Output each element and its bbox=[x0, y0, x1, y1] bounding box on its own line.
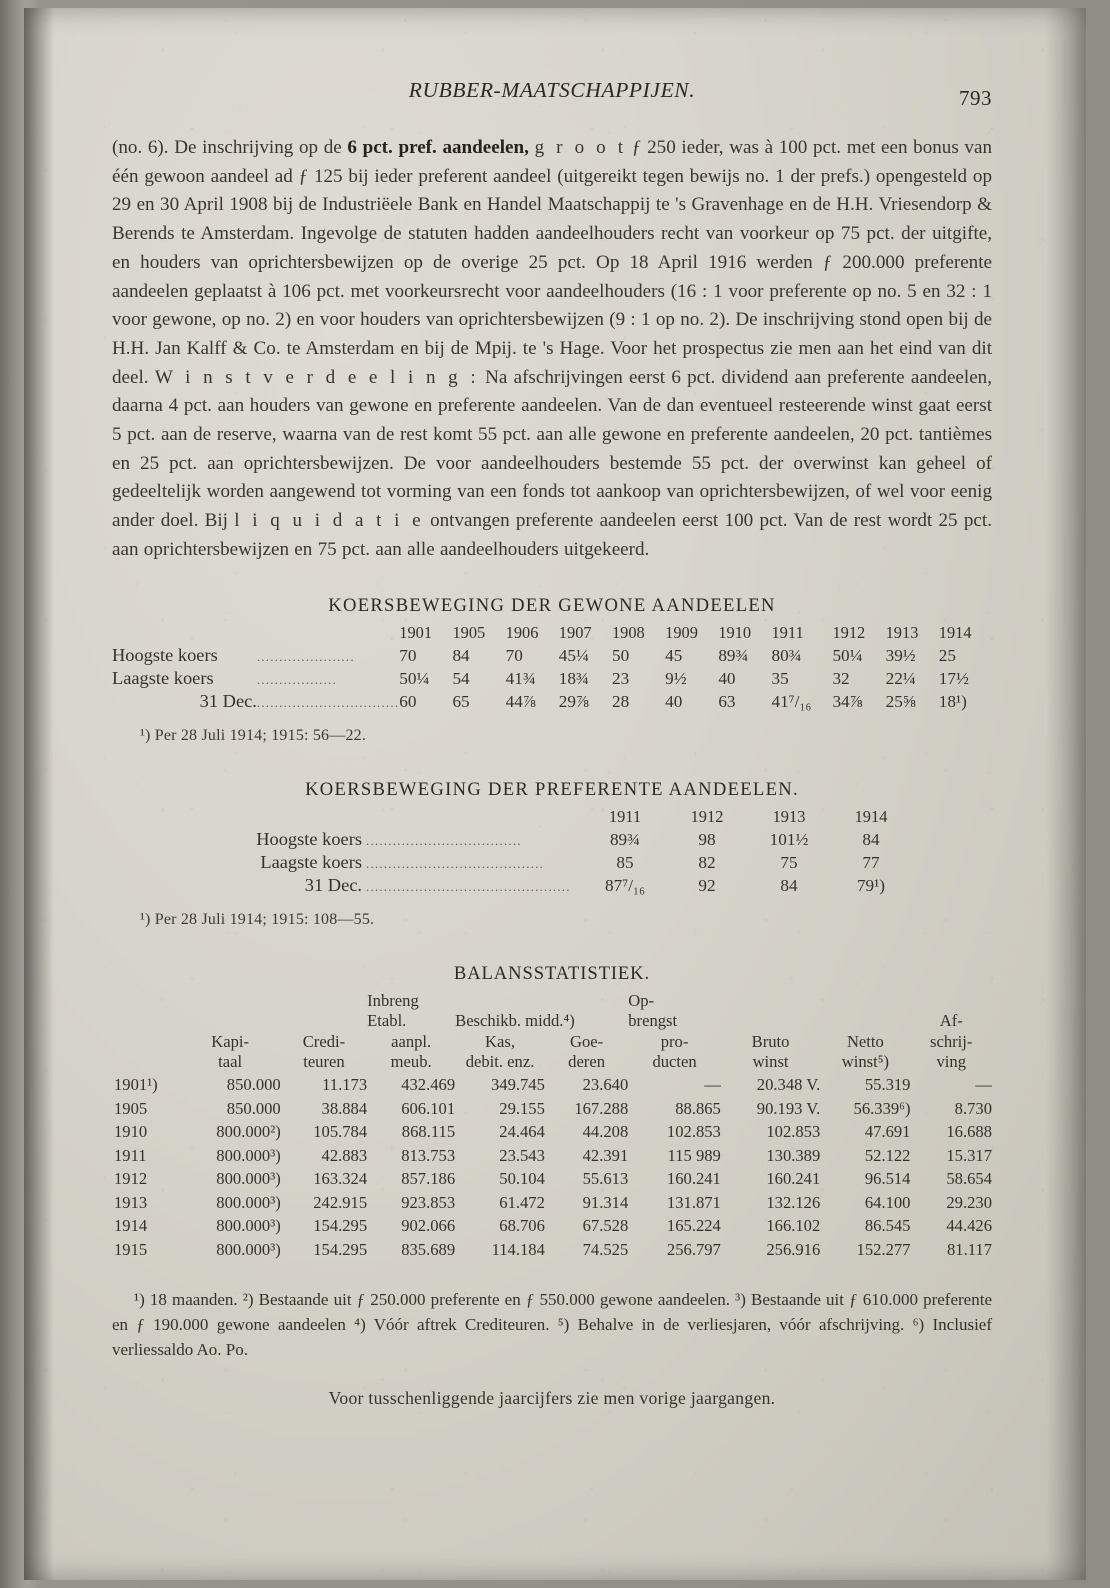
balans-head-meub: meub. bbox=[390, 1052, 432, 1072]
pref-laagste-1912: 82 bbox=[698, 852, 716, 872]
balans-year-1911: 1911 bbox=[114, 1145, 147, 1165]
balans-crediteuren-1911: 42.883 bbox=[321, 1145, 368, 1165]
gewone-31dec-1901: 60 bbox=[399, 691, 417, 711]
balans-head-netto: Netto bbox=[846, 1031, 884, 1051]
pref-year-1912: 1912 bbox=[690, 806, 724, 826]
table-row bbox=[112, 1143, 992, 1167]
balans-netto-1913: 64.100 bbox=[864, 1192, 911, 1212]
gewone-31dec-1912: 34⅞ bbox=[832, 691, 863, 711]
balans-afschrijving-1901: — bbox=[975, 1075, 992, 1095]
balans-year-1901: 1901¹) bbox=[114, 1075, 158, 1095]
para-segment-4: ontvangen preferente aandeelen eerst 100 pct. Van de rest wordt 25 pct. aan oprichtersbewijzen en 75 pct. aan alle aandeelhouders uitgekeerd. bbox=[112, 510, 992, 560]
balans-head-winst: winst bbox=[752, 1052, 789, 1072]
para-spaced-winstverdeeling: W i n s t v e r d e e l i n g : bbox=[154, 366, 479, 388]
gewone-laagste-1909: 9½ bbox=[665, 668, 687, 688]
balans-header bbox=[112, 991, 992, 1073]
balans-goederen-1914: 67.528 bbox=[582, 1216, 629, 1236]
balans-netto-1910: 47.691 bbox=[864, 1122, 911, 1142]
para-segment-1: (no. 6). De inschrijving op de bbox=[112, 137, 348, 158]
gewone-hoogste-1905: 84 bbox=[452, 645, 470, 665]
pref-31dec-1913: 84 bbox=[780, 875, 798, 895]
balans-bruto-1912: 160.241 bbox=[766, 1169, 821, 1189]
balans-crediteuren-1905: 38.884 bbox=[321, 1098, 368, 1118]
balans-afschrijving-1905: 8.730 bbox=[954, 1098, 992, 1118]
balans-producten-1905: 88.865 bbox=[675, 1098, 721, 1118]
para-bold-shares: 6 pct. pref. aandeelen, bbox=[347, 137, 529, 158]
balans-etabl-1911: 813.753 bbox=[401, 1145, 456, 1165]
para-spaced-liquidatie: l i q u i d a t i e bbox=[234, 510, 424, 532]
para-segment-3: Na afschrijvingen eerst 6 pct. dividend aan preferente aandeelen, daarna 4 pct. aan houders van gewone en preferente aandeelen. Van de dan eventueel resteerende winst gaat eerst 5 pct. aan de reserve, waarna van de rest komt 55 pct. aan alle gewone en preferente aandeelen, 20 pct. tantièmes en 25 pct. aan oprichtersbewijzen. De voor aandeelhouders bestemde 55 pct. der overwinst kan geheel of gedeeltelijk worden aangewend tot vorming van een fonds tot aankoop van oprichtersbewijzen, of wel voor eenig ander doel. Bij bbox=[112, 366, 992, 532]
gewone-year-1912: 1912 bbox=[832, 622, 866, 642]
gewone-year-header-row bbox=[112, 623, 992, 645]
table-row bbox=[112, 1120, 992, 1144]
gewone-year-1908: 1908 bbox=[611, 622, 645, 642]
balans-producten-1911: 115 989 bbox=[667, 1145, 721, 1165]
balans-netto-1915: 152.277 bbox=[856, 1239, 911, 1259]
balans-bruto-1913: 132.126 bbox=[766, 1192, 821, 1212]
balans-etabl-1901: 432.469 bbox=[401, 1075, 456, 1095]
pref-laagste-1914: 77 bbox=[862, 852, 880, 872]
table-row bbox=[172, 852, 914, 875]
page-content bbox=[112, 78, 992, 1409]
pref-hoogste-1913: 101½ bbox=[769, 829, 809, 849]
gewone-laagste-1914: 17½ bbox=[938, 668, 969, 688]
gewone-row-label-31dec: 31 Dec. bbox=[199, 690, 257, 711]
pref-31dec-1914: 79¹) bbox=[856, 875, 886, 895]
gewone-table-title: KOERSBEWEGING DER GEWONE AANDEELEN bbox=[328, 594, 776, 616]
balans-head-bruto: Bruto bbox=[751, 1031, 790, 1051]
pref-year-1914: 1914 bbox=[854, 806, 888, 826]
balans-head-taal: taal bbox=[218, 1052, 243, 1072]
body-paragraph bbox=[112, 134, 992, 565]
balans-kas-1901: 349.745 bbox=[490, 1075, 545, 1095]
gewone-row-label-laagste: Laagste koers bbox=[112, 667, 214, 688]
pref-hoogste-1911: 89¾ bbox=[609, 829, 641, 849]
gewone-31dec-1911: 41⁷/₁₆ bbox=[771, 691, 812, 711]
table-row bbox=[112, 668, 992, 691]
pref-table-title: KOERSBEWEGING DER PREFERENTE AANDEELEN. bbox=[305, 778, 799, 800]
balans-producten-1910: 102.853 bbox=[666, 1122, 721, 1142]
balans-crediteuren-1913: 242.915 bbox=[313, 1192, 368, 1212]
pref-year-1913: 1913 bbox=[772, 806, 806, 826]
balans-header-row-2 bbox=[112, 1011, 992, 1032]
balans-kas-1905: 29.155 bbox=[499, 1098, 545, 1118]
balans-bruto-1910: 102.853 bbox=[766, 1122, 821, 1142]
balans-year-1915: 1915 bbox=[114, 1239, 148, 1259]
pref-table-footnote: ¹) Per 28 Juli 1914; 1915: 108—55. bbox=[140, 910, 375, 928]
table-row bbox=[172, 829, 914, 852]
gewone-hoogste-1909: 45 bbox=[665, 645, 683, 665]
table-row bbox=[112, 691, 992, 714]
balans-head-beschikb-midd: Beschikb. midd.⁴) bbox=[455, 1011, 575, 1031]
balans-header-row-1 bbox=[112, 991, 992, 1012]
gewone-31dec-1905: 65 bbox=[452, 691, 470, 711]
balans-head-pro: pro- bbox=[660, 1031, 689, 1051]
balans-afschrijving-1910: 16.688 bbox=[946, 1122, 992, 1142]
gewone-year-1906: 1906 bbox=[505, 622, 539, 642]
balans-bruto-1914: 166.102 bbox=[766, 1216, 821, 1236]
balans-crediteuren-1915: 154.295 bbox=[313, 1239, 368, 1259]
pref-row-label-31dec: 31 Dec. bbox=[304, 874, 362, 895]
gewone-hoogste-1906: 70 bbox=[505, 645, 523, 665]
balans-afschrijving-1912: 58.654 bbox=[946, 1169, 992, 1189]
balans-netto-1905: 56.339⁶) bbox=[853, 1098, 911, 1118]
balans-head-etabl: Etabl. bbox=[367, 1011, 407, 1031]
gewone-row-leader-31dec: ................................ bbox=[256, 694, 400, 710]
balans-year-1912: 1912 bbox=[114, 1169, 148, 1189]
table-row bbox=[112, 1237, 992, 1261]
balans-head-kapi: Kapi- bbox=[211, 1031, 250, 1051]
balans-afschrijving-1914: 44.426 bbox=[946, 1216, 992, 1236]
gewone-laagste-1910: 40 bbox=[718, 668, 736, 688]
gewone-year-1913: 1913 bbox=[885, 622, 919, 642]
table-row bbox=[112, 1073, 992, 1097]
balans-producten-1915: 256.797 bbox=[666, 1239, 721, 1259]
balans-kapitaal-1914: 800.000³) bbox=[216, 1216, 281, 1236]
gewone-31dec-1909: 40 bbox=[665, 691, 683, 711]
gewone-laagste-1912: 32 bbox=[832, 668, 850, 688]
closing-note: Voor tusschenliggende jaarcijfers zie men vorige jaargangen. bbox=[328, 1387, 776, 1408]
balans-netto-1901: 55.319 bbox=[864, 1075, 911, 1095]
balans-afschrijving-1913: 29.230 bbox=[946, 1192, 992, 1212]
gewone-31dec-1906: 44⅞ bbox=[505, 691, 536, 711]
gewone-row-label-hoogste: Hoogste koers bbox=[112, 644, 218, 665]
pref-31dec-1912: 92 bbox=[698, 875, 716, 895]
gewone-aandeelen-table bbox=[112, 623, 992, 714]
pref-row-label-laagste: Laagste koers bbox=[260, 851, 362, 872]
pref-row-leader-hoogste: ................................... bbox=[366, 832, 522, 848]
balans-year-1905: 1905 bbox=[114, 1098, 148, 1118]
balans-head-af: Af- bbox=[939, 1011, 963, 1031]
balans-kapitaal-1910: 800.000²) bbox=[216, 1122, 281, 1142]
balans-title: BALANSSTATISTIEK. bbox=[453, 962, 651, 984]
balans-goederen-1910: 44.208 bbox=[582, 1122, 629, 1142]
balans-head-credi: Credi- bbox=[302, 1031, 346, 1051]
gewone-hoogste-1908: 50 bbox=[611, 645, 630, 665]
pref-31dec-1911: 87⁷/₁₆ bbox=[605, 875, 645, 895]
balans-kas-1912: 50.104 bbox=[499, 1169, 545, 1189]
book-gutter-shadow bbox=[24, 8, 54, 1580]
pref-row-leader-laagste: ........................................ bbox=[366, 855, 544, 871]
pref-year-1911: 1911 bbox=[608, 806, 642, 826]
preferente-aandeelen-table bbox=[172, 807, 914, 898]
balans-header-row-4 bbox=[112, 1052, 992, 1073]
pref-row-leader-31dec: .............................................. bbox=[366, 878, 571, 894]
balans-head-goe: Goe- bbox=[569, 1031, 604, 1051]
gewone-hoogste-1914: 25 bbox=[938, 645, 956, 665]
page-number: 793 bbox=[959, 86, 992, 110]
gewone-laagste-1905: 54 bbox=[452, 668, 470, 688]
balans-head-inbreng: Inbreng bbox=[367, 990, 419, 1010]
balans-year-1914: 1914 bbox=[114, 1216, 148, 1236]
balans-goederen-1905: 167.288 bbox=[574, 1098, 629, 1118]
gewone-laagste-1901: 50¼ bbox=[399, 668, 430, 688]
gewone-row-leader-laagste: .................. bbox=[256, 671, 337, 687]
table-row bbox=[112, 1096, 992, 1120]
balans-crediteuren-1901: 11.173 bbox=[322, 1075, 368, 1095]
gewone-hoogste-1911: 80¾ bbox=[771, 645, 802, 665]
balans-crediteuren-1914: 154.295 bbox=[313, 1216, 368, 1236]
balans-etabl-1913: 923.853 bbox=[401, 1192, 456, 1212]
running-head bbox=[112, 78, 992, 112]
table-row bbox=[112, 1214, 992, 1238]
balans-goederen-1915: 74.525 bbox=[582, 1239, 629, 1259]
balans-afschrijving-1915: 81.117 bbox=[946, 1239, 992, 1259]
gewone-31dec-1913: 25⅝ bbox=[885, 691, 916, 711]
gewone-hoogste-1907: 45¼ bbox=[558, 645, 589, 665]
balans-crediteuren-1910: 105.784 bbox=[313, 1122, 368, 1142]
table-row bbox=[112, 1167, 992, 1191]
balans-goederen-1901: 23.640 bbox=[582, 1075, 629, 1095]
gewone-31dec-1907: 29⅞ bbox=[558, 691, 589, 711]
balans-bruto-1905: 90.193 V. bbox=[756, 1098, 821, 1118]
table-row bbox=[112, 1190, 992, 1214]
gewone-laagste-1911: 35 bbox=[771, 668, 789, 688]
balans-year-1913: 1913 bbox=[114, 1192, 148, 1212]
balans-head-brengst: brengst bbox=[628, 1011, 678, 1031]
balans-goederen-1913: 91.314 bbox=[582, 1192, 629, 1212]
balans-bruto-1901: 20.348 V. bbox=[756, 1075, 821, 1095]
gewone-31dec-1914: 18¹) bbox=[938, 691, 967, 711]
balans-etabl-1915: 835.689 bbox=[401, 1239, 456, 1259]
balans-head-ducten: ducten bbox=[652, 1052, 697, 1072]
balans-head-debit-enz: debit. enz. bbox=[465, 1052, 535, 1072]
pref-row-label-hoogste: Hoogste koers bbox=[256, 828, 362, 849]
balans-year-1910: 1910 bbox=[114, 1122, 148, 1142]
balans-goederen-1911: 42.391 bbox=[582, 1145, 629, 1165]
gewone-year-1911: 1911 bbox=[771, 622, 804, 642]
document-page bbox=[24, 8, 1086, 1580]
table-row bbox=[172, 875, 914, 898]
gewone-year-1909: 1909 bbox=[665, 622, 698, 642]
gewone-hoogste-1912: 50¼ bbox=[832, 645, 863, 665]
balans-kapitaal-1901: 850.000 bbox=[226, 1075, 281, 1095]
balans-etabl-1905: 606.101 bbox=[401, 1098, 456, 1118]
balans-kas-1913: 61.472 bbox=[499, 1192, 545, 1212]
balans-etabl-1910: 868.115 bbox=[401, 1122, 456, 1142]
balans-kas-1911: 23.543 bbox=[499, 1145, 545, 1165]
balans-bruto-1911: 130.389 bbox=[766, 1145, 821, 1165]
balans-head-nettowinst: winst⁵) bbox=[841, 1052, 890, 1072]
table-row bbox=[112, 645, 992, 668]
balans-footnote-text: ¹) 18 maanden. ²) Bestaande uit ƒ 250.000 preferente en ƒ 550.000 gewone aandeelen. ³) Bestaande uit ƒ 610.000 preferente en ƒ 190.000 gewone aandeelen ⁴) Vóór aftrek Crediteuren. ⁵) Behalve in de verliesjaren, vóór afschrijving. ⁶) Inclusief verliessaldo Ao. Po. bbox=[112, 1289, 992, 1359]
gewone-year-1914: 1914 bbox=[938, 622, 972, 642]
balans-producten-1914: 165.224 bbox=[666, 1216, 721, 1236]
balans-kapitaal-1905: 850.000 bbox=[226, 1098, 281, 1118]
balans-footnotes bbox=[112, 1287, 992, 1362]
gewone-laagste-1913: 22¼ bbox=[885, 668, 916, 688]
gewone-laagste-1907: 18¾ bbox=[558, 668, 589, 688]
balans-crediteuren-1912: 163.324 bbox=[313, 1169, 368, 1189]
balans-head-teuren: teuren bbox=[303, 1052, 345, 1072]
balans-producten-1901: — bbox=[704, 1075, 721, 1095]
balans-goederen-1912: 55.613 bbox=[582, 1169, 629, 1189]
balans-netto-1911: 52.122 bbox=[864, 1145, 911, 1165]
gewone-row-leader-hoogste: ...................... bbox=[256, 648, 355, 664]
balans-bruto-1915: 256.916 bbox=[766, 1239, 821, 1259]
balans-head-kas: Kas, bbox=[485, 1031, 515, 1051]
balans-head-ving: ving bbox=[936, 1052, 966, 1072]
gewone-hoogste-1913: 39½ bbox=[885, 645, 916, 665]
gewone-laagste-1908: 23 bbox=[611, 668, 630, 688]
page-title: RUBBER-MAATSCHAPPIJEN. bbox=[408, 78, 696, 102]
gewone-31dec-1910: 63 bbox=[718, 691, 736, 711]
balans-kas-1910: 24.464 bbox=[499, 1122, 545, 1142]
gewone-laagste-1906: 41¾ bbox=[505, 668, 536, 688]
gewone-31dec-1908: 28 bbox=[611, 691, 630, 711]
balans-header-row-3 bbox=[112, 1032, 992, 1053]
pref-laagste-1911: 85 bbox=[616, 852, 634, 872]
gewone-year-1907: 1907 bbox=[558, 622, 592, 642]
balans-kas-1914: 68.706 bbox=[499, 1216, 545, 1236]
para-segment-2: ƒ 250 ieder, was à 100 pct. met een bonus van één gewoon aandeel ad ƒ 125 bij ieder preferent aandeel (uitgereikt tegen bewijs no. 1 der prefs.) opengesteld op 29 en 30 April 1908 bij de Industriëele Bank en Handel Maatschappij te 's Gravenhage en de H.H. Vriesendorp & Berends te Amsterdam. Ingevolge de statuten hadden aandeelhouders recht van voorkeur op 75 pct. der uitgifte, en houders van oprichtersbewijzen op de overige 25 pct. Op 18 April 1916 werden ƒ 200.000 preferente aandeelen geplaatst à 106 pct. met voorkeursrecht voor aandeelhouders (16 : 1 voor preferente op no. 5 en 32 : 1 voor gewone, op no. 2) en voor houders van oprichtersbewijzen (9 : 1 op no. 2). De inschrijving stond open bij de H.H. Jan Kalff & Co. te Amsterdam en bij de Mpij. te 's Hage. Voor het prospectus zie men aan het eind van dit deel. bbox=[112, 137, 992, 388]
pref-hoogste-1912: 98 bbox=[698, 829, 716, 849]
pref-year-header-row bbox=[172, 807, 914, 829]
balans-kapitaal-1911: 800.000³) bbox=[216, 1145, 281, 1165]
balans-head-aanpl: aanpl. bbox=[391, 1031, 432, 1051]
balans-producten-1913: 131.871 bbox=[666, 1192, 721, 1212]
balansstatistiek-table bbox=[112, 991, 992, 1261]
balans-head-schrij: schrij- bbox=[930, 1031, 973, 1051]
balans-kas-1915: 114.184 bbox=[491, 1239, 545, 1259]
balans-etabl-1914: 902.066 bbox=[401, 1216, 456, 1236]
gewone-year-1901: 1901 bbox=[399, 622, 433, 642]
gewone-hoogste-1910: 89¾ bbox=[718, 645, 749, 665]
balans-kapitaal-1912: 800.000³) bbox=[216, 1169, 281, 1189]
pref-hoogste-1914: 84 bbox=[862, 829, 880, 849]
balans-head-deren: deren bbox=[568, 1052, 605, 1072]
balans-netto-1914: 86.545 bbox=[864, 1216, 911, 1236]
balans-body bbox=[112, 1073, 992, 1261]
gewone-table-footnote: ¹) Per 28 Juli 1914; 1915: 56—22. bbox=[140, 726, 367, 744]
balans-kapitaal-1915: 800.000³) bbox=[216, 1239, 281, 1259]
balans-netto-1912: 96.514 bbox=[864, 1169, 911, 1189]
pref-laagste-1913: 75 bbox=[780, 852, 798, 872]
gewone-year-1905: 1905 bbox=[452, 622, 486, 642]
gewone-year-1910: 1910 bbox=[718, 622, 752, 642]
balans-producten-1912: 160.241 bbox=[666, 1169, 721, 1189]
balans-kapitaal-1913: 800.000³) bbox=[216, 1192, 281, 1212]
balans-afschrijving-1911: 15.317 bbox=[946, 1145, 992, 1165]
balans-head-op: Op- bbox=[628, 990, 655, 1010]
para-spaced-groot: g r o o t bbox=[534, 137, 627, 158]
balans-etabl-1912: 857.186 bbox=[401, 1169, 456, 1189]
gewone-hoogste-1901: 70 bbox=[399, 645, 417, 665]
page-edge-shadow bbox=[1046, 8, 1086, 1580]
